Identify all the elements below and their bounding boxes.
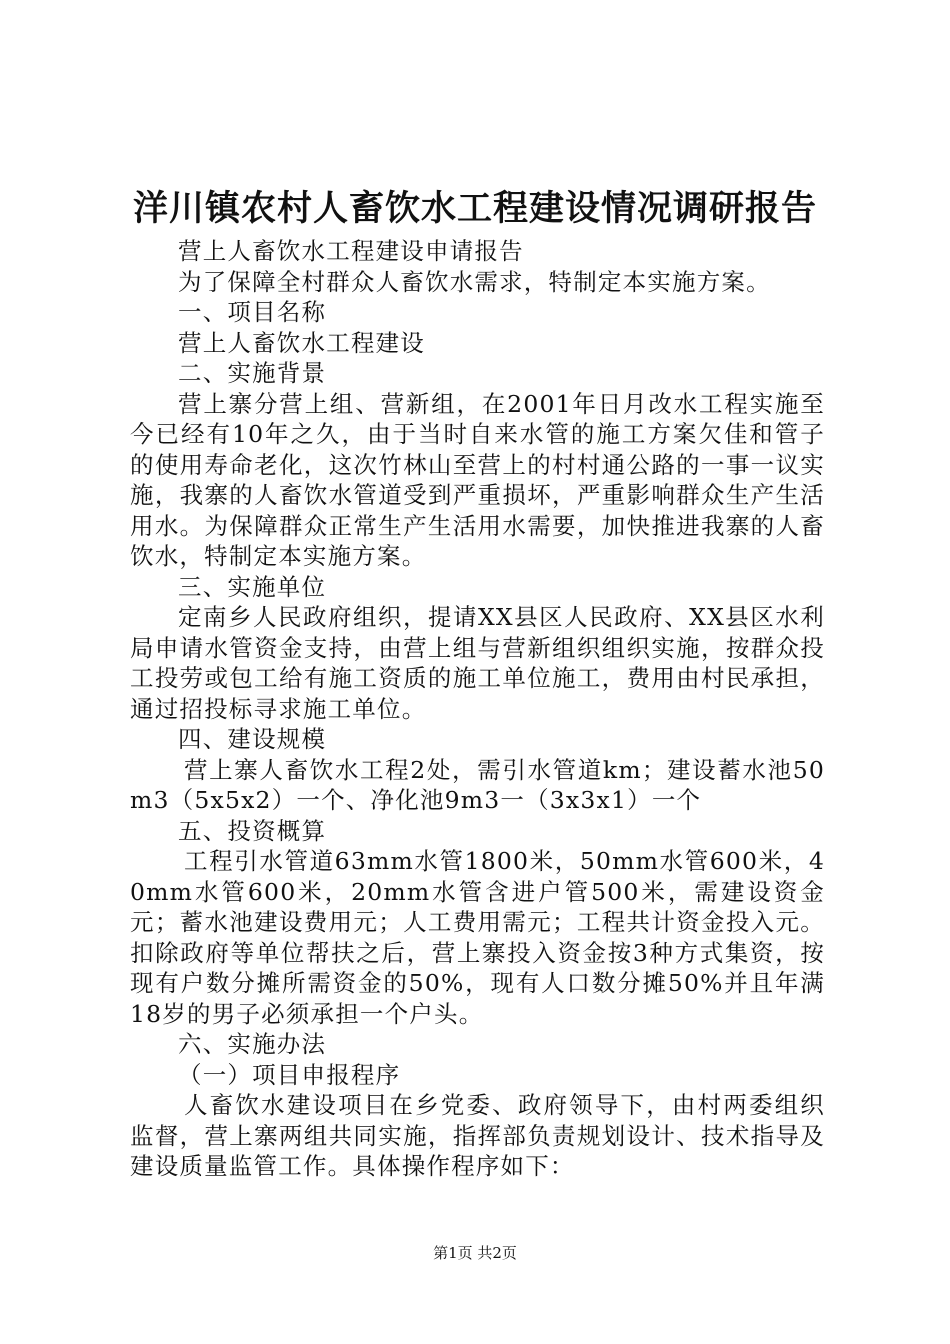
heading-method: 六、实施办法 [178, 1030, 327, 1058]
heading-unit: 三、实施单位 [178, 572, 327, 601]
paragraph-application-procedure: 人畜饮水建设项目在乡党委、政府领导下，由村两委组织监督，营上寨两组共同实施，指挥部负责规划设计、技术指导及建设质量监管工作。具体操作程序如下： [130, 1091, 825, 1180]
heading-project-name: 一、项目名称 [178, 298, 327, 326]
paragraph-intro: 为了保障全村群众人畜饮水需求，特制定本实施方案。 [178, 267, 771, 296]
heading-background: 二、实施背景 [178, 359, 327, 387]
page-footer: 第1页 共2页 [433, 1244, 517, 1262]
paragraph-subtitle: 营上人畜饮水工程建设申请报告 [178, 237, 524, 265]
heading-budget: 五、投资概算 [178, 816, 327, 845]
heading-application-procedure: （一）项目申报程序 [178, 1060, 401, 1089]
document-body [130, 236, 825, 1182]
paragraph-project-name: 营上人畜饮水工程建设 [178, 328, 425, 357]
paragraph-scale: 营上寨人畜饮水工程2处，需引水管道km；建设蓄水池50m3（5x5x2）一个、净化池9m3一（3x3x1）一个 [130, 755, 825, 814]
paragraph-background: 营上寨分营上组、营新组，在2001年日月改水工程实施至今已经有10年之久，由于当时自来水管的施工方案欠佳和管子的使用寿命老化，这次竹林山至营上的村村通公路的一事一议实施，我寨的人畜饮水管道受到严重损坏，严重影响群众生产生活用水。为保障群众正常生产生活用水需要，加快推进我寨的人畜饮水，特制定本实施方案。 [130, 389, 825, 570]
paragraph-unit: 定南乡人民政府组织，提请XX县区人民政府、XX县区水利局申请水管资金支持，由营上组与营新组织组织实施，按群众投工投劳或包工给有施工资质的施工单位施工，费用由村民承担，通过招投标寻求施工单位。 [130, 603, 825, 723]
heading-scale: 四、建设规模 [178, 725, 327, 753]
document-title: 洋川镇农村人畜饮水工程建设情况调研报告 [132, 188, 817, 229]
paragraph-budget: 工程引水管道63mm水管1800米，50mm水管600米，40mm水管600米，20mm水管含进户管500米，需建设资金元；蓄水池建设费用元；人工费用需元；工程共计资金投入元。扣除政府等单位帮扶之后，营上寨投入资金按3种方式集资，按现有户数分摊所需资金的50%，现有人口数分摊50%并且年满18岁的男子必须承担一个户头。 [130, 847, 825, 1028]
